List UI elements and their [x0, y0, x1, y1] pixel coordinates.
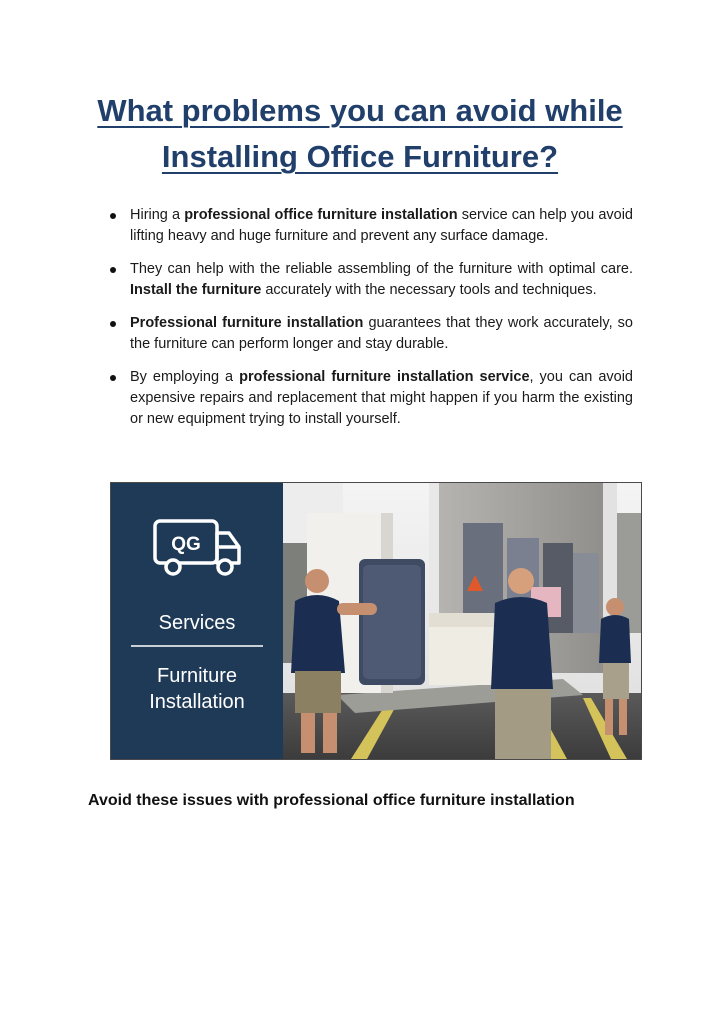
- bullet-text: By employing a: [130, 369, 240, 385]
- page-title: [80, 88, 640, 180]
- section-subheading: Avoid these issues with professional office furniture installation: [88, 792, 575, 809]
- list-item: [109, 367, 633, 430]
- bullet-icon: [110, 213, 116, 219]
- bullet-bold-text: Install the furniture: [130, 282, 262, 298]
- bullet-text: Hiring a: [130, 207, 185, 223]
- bullet-icon: [110, 267, 116, 273]
- bullet-icon: [110, 375, 116, 381]
- list-item: [109, 259, 633, 301]
- list-item: [109, 313, 633, 355]
- bullet-text: , you can avoid expensive repairs and replacement that might happen if you harm the existing or new equipment trying to install yourself.: [130, 369, 633, 427]
- bullet-bold-text: professional furniture installation service: [239, 369, 530, 385]
- title-line-2: Installing Office Furniture?: [161, 139, 559, 174]
- installation-photo: [283, 483, 641, 759]
- services-label: Services: [158, 612, 236, 634]
- bullet-text: service can help you avoid lifting heavy and huge furniture and prevent any surface damage.: [130, 207, 633, 244]
- bullet-bold-text: Professional furniture installation: [130, 315, 364, 331]
- bullet-text: They can help with the reliable assembling of the furniture with optimal care.: [130, 261, 633, 277]
- title-line-1: What problems you can avoid while: [97, 93, 623, 128]
- services-panel: [111, 483, 283, 759]
- services-banner-image: [110, 482, 642, 760]
- bullet-text: guarantees that they work accurately, so the furniture can perform longer and stay durable.: [130, 315, 633, 352]
- bullet-bold-text: professional office furniture installation: [184, 207, 458, 223]
- installation-label: Installation: [149, 691, 245, 713]
- furniture-label: Furniture: [156, 665, 238, 687]
- logo-text: QG: [171, 534, 201, 555]
- list-item: [109, 205, 633, 247]
- benefits-list: [109, 205, 633, 430]
- bullet-icon: [110, 321, 116, 327]
- bullet-text: accurately with the necessary tools and techniques.: [261, 282, 597, 298]
